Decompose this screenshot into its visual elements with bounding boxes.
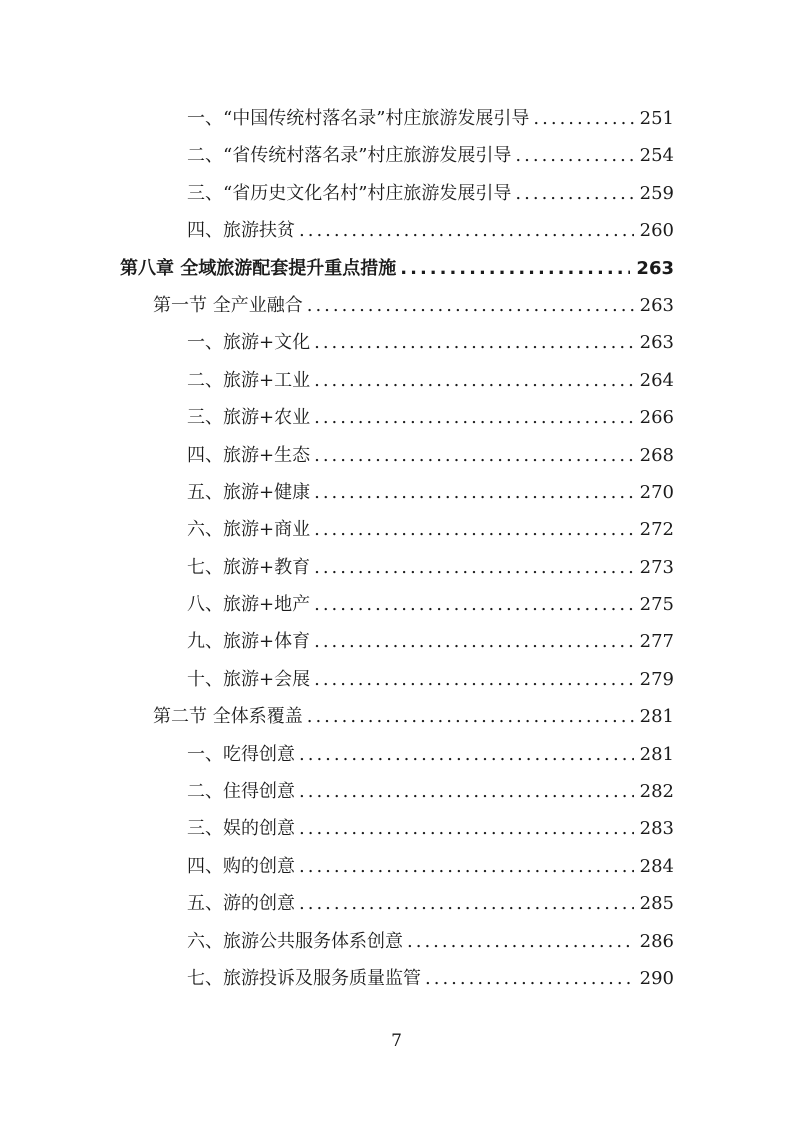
- toc-entry-label: 一、“中国传统村落名录”村庄旅游发展引导: [187, 108, 530, 129]
- toc-entry[interactable]: [0, 586, 793, 623]
- toc-entry[interactable]: [0, 511, 793, 548]
- toc-chapter-entry[interactable]: [0, 250, 793, 287]
- toc-entry-label: 七、旅游投诉及服务质量监管: [187, 967, 421, 989]
- toc-entry[interactable]: [0, 736, 793, 773]
- toc-entry[interactable]: [0, 399, 793, 436]
- toc-leader-dots: [533, 100, 633, 137]
- toc-entry-label: 三、旅游+农业: [187, 407, 311, 429]
- toc-entry[interactable]: [0, 661, 793, 698]
- toc-entry-page: 254: [639, 145, 674, 167]
- toc-entry[interactable]: [0, 923, 793, 960]
- toc-entry-page: 290: [639, 967, 674, 989]
- toc-leader-dots: [314, 511, 634, 548]
- toc-entry-page: 251: [639, 108, 674, 129]
- toc-leader-dots: [299, 848, 634, 885]
- toc-entry-page: 272: [639, 519, 674, 541]
- toc-entry-page: 273: [639, 556, 674, 578]
- toc-entry-label: 五、旅游+健康: [187, 481, 311, 503]
- toc-leader-dots: [425, 960, 634, 997]
- toc-section-label: 第二节 全体系覆盖: [153, 706, 303, 728]
- toc-leader-dots: [314, 474, 634, 511]
- toc-entry[interactable]: [0, 549, 793, 586]
- toc-leader-dots: [314, 623, 634, 660]
- toc-entry-page: 283: [639, 818, 674, 840]
- toc-section-page: 281: [639, 706, 674, 728]
- toc-section-entry[interactable]: [0, 287, 793, 324]
- toc-chapter-page: 263: [636, 257, 674, 279]
- toc-entry-page: 275: [639, 594, 674, 616]
- toc-entry[interactable]: [0, 848, 793, 885]
- toc-entry-page: 263: [639, 332, 674, 354]
- toc-entry-label: 二、住得创意: [187, 781, 295, 803]
- toc-entry[interactable]: [0, 810, 793, 847]
- toc-entry-label: 六、旅游公共服务体系创意: [187, 930, 403, 952]
- toc-entry-page: 286: [639, 930, 674, 952]
- toc-entry-label: 四、旅游+生态: [187, 444, 311, 466]
- toc-entry-page: 277: [639, 631, 674, 653]
- toc-entry-label: 四、旅游扶贫: [187, 220, 295, 242]
- toc-section-page: 263: [639, 294, 674, 316]
- toc-entry-page: 264: [639, 369, 674, 391]
- toc-entry-page: 266: [639, 407, 674, 429]
- toc-leader-dots: [299, 773, 634, 810]
- toc-entry-label: 二、旅游+工业: [187, 369, 311, 391]
- toc-entry-page: 281: [639, 743, 674, 765]
- toc-entry-label: 九、旅游+体育: [187, 631, 311, 653]
- toc-entry[interactable]: [0, 474, 793, 511]
- toc-entry-label: 三、娱的创意: [187, 818, 295, 840]
- toc-entry-label: 十、旅游+会展: [187, 668, 311, 690]
- toc-entry[interactable]: [0, 885, 793, 922]
- toc-leader-dots: [314, 586, 634, 623]
- table-of-contents: [0, 100, 793, 997]
- toc-entry-page: 268: [639, 444, 674, 466]
- toc-chapter-label: 第八章 全域旅游配套提升重点措施: [120, 257, 397, 279]
- toc-leader-dots: [314, 437, 634, 474]
- toc-entry-page: 282: [639, 781, 674, 803]
- toc-entry[interactable]: [0, 100, 793, 137]
- toc-entry[interactable]: [0, 437, 793, 474]
- toc-leader-dots: [307, 287, 634, 324]
- toc-entry-label: 一、旅游+文化: [187, 332, 311, 354]
- toc-entry-label: 八、旅游+地产: [187, 594, 311, 616]
- toc-leader-dots: [314, 362, 634, 399]
- toc-entry-label: 二、“省传统村落名录”村庄旅游发展引导: [187, 145, 512, 167]
- toc-entry[interactable]: [0, 362, 793, 399]
- toc-entry-page: 285: [639, 893, 674, 915]
- toc-entry-page: 260: [639, 220, 674, 242]
- toc-leader-dots: [299, 810, 634, 847]
- toc-entry-label: 一、吃得创意: [187, 743, 295, 765]
- toc-leader-dots: [515, 137, 633, 174]
- toc-section-entry[interactable]: [0, 698, 793, 735]
- toc-leader-dots: [314, 399, 634, 436]
- toc-leader-dots: [515, 175, 633, 212]
- toc-section-label: 第一节 全产业融合: [153, 294, 303, 316]
- toc-leader-dots: [314, 324, 634, 361]
- toc-entry-label: 五、游的创意: [187, 893, 295, 915]
- toc-leader-dots: [314, 661, 634, 698]
- toc-entry-label: 七、旅游+教育: [187, 556, 311, 578]
- toc-entry[interactable]: [0, 324, 793, 361]
- toc-leader-dots: [307, 698, 634, 735]
- toc-entry[interactable]: [0, 212, 793, 249]
- toc-entry-page: 279: [639, 668, 674, 690]
- toc-leader-dots: [299, 885, 634, 922]
- toc-entry[interactable]: [0, 960, 793, 997]
- toc-entry-label: 四、购的创意: [187, 855, 295, 877]
- toc-leader-dots: [400, 250, 630, 287]
- toc-entry[interactable]: [0, 623, 793, 660]
- toc-entry[interactable]: [0, 773, 793, 810]
- toc-entry[interactable]: [0, 175, 793, 212]
- toc-leader-dots: [314, 549, 634, 586]
- toc-entry-page: 284: [639, 855, 674, 877]
- toc-leader-dots: [407, 923, 634, 960]
- toc-entry-label: 六、旅游+商业: [187, 519, 311, 541]
- page-number: 7: [391, 1031, 402, 1051]
- toc-leader-dots: [299, 212, 634, 249]
- toc-entry-page: 270: [639, 481, 674, 503]
- toc-entry-page: 259: [639, 182, 674, 204]
- toc-entry-label: 三、“省历史文化名村”村庄旅游发展引导: [187, 182, 512, 204]
- toc-entry[interactable]: [0, 137, 793, 174]
- toc-leader-dots: [299, 736, 634, 773]
